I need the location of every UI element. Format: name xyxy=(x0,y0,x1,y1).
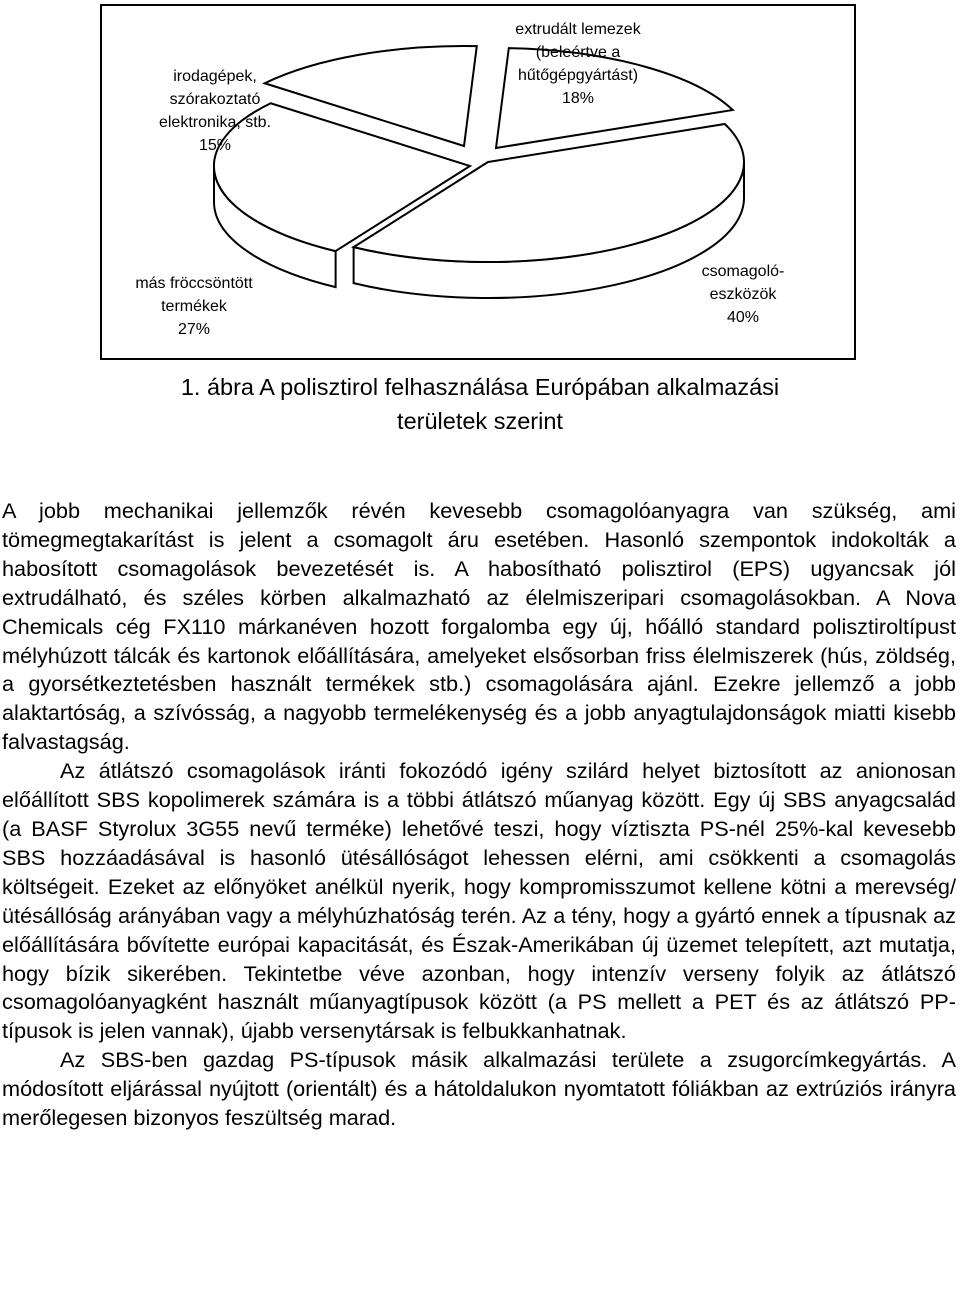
label-office-electronics: irodagépek, szórakoztató elektronika, stb. 15% xyxy=(158,68,272,154)
label-other-injection: más fröccsöntött termékek 27% xyxy=(135,275,253,338)
label-packaging: csomagoló- eszközök 40% xyxy=(701,263,785,326)
paragraph: Az átlátszó csomagolások iránti fokozódó igény szilárd helyet biztosított az anionosan előállított SBS kopolimerek számára is a többi átlátszó műanyag között. Egy új SBS anyagcsalád (a BASF Styrolux 3G55 nevű terméke) lehetővé teszi, hogy víztiszta PS-nél 25%-kal kevesebb SBS hozzáadásával is hasonló ütésállóságot lehessen elérni, ami csökkenti a csomagolás költségeit. Ezeket az előnyöket anélkül nyerik, hogy kompromisszumot kellene kötni a merevség/ütésállóság arányában vagy a mélyhúzhatóság terén. Az a tény, hogy a gyártó ennek a típusnak az előállítására bővítette európai kapacitását, és Észak-Amerikában új üzemet telepített, azt mutatja, hogy bízik sikerében. Tekintetbe véve azonban, hogy intenzív verseny folyik az átlátszó csomagolóanyagként használt műanyagtípusok között (a PS mellett a PET és az átlátszó PP-típusok is jelen vannak), újabb versenytársak is felbukkanhatnak. xyxy=(2,758,956,1044)
caption-line-2: területek szerint xyxy=(397,408,563,434)
paragraph: A jobb mechanikai jellemzők révén kevesebb csomagolóanyagra van szükség, ami tömegmegtakarítást is jelent a csomagolt áru esetében. Hasonló szempontok indokolták a habosított csomagolások bevezetését is. A habosítható polisztirol (EPS) ugyancsak jól extrudálható, és széles körben alkalmazható az élelmiszeripari csomagolásokban. A Nova Chemicals cég FX110 márkanéven hozott forgalomba egy új, hőálló standard polisztiroltípust mélyhúzott tálcák és kartonok előállítására, amelyeket elsősorban friss élelmiszerek (hús, zöldség, a gyorsétkeztetésben használt termékek stb.) csomagolására ajánl. Ezekre jellemző a jobb alaktartóság, a szívósság, a nagyobb termelékenység és a jobb anyagtulajdonságok miatti kisebb falvastagság. xyxy=(2,498,956,755)
figure-caption xyxy=(0,370,960,438)
caption-line-1: 1. ábra A polisztirol felhasználása Európában alkalmazási xyxy=(180,374,780,400)
pie-chart-frame xyxy=(100,4,856,360)
paragraph: Az SBS-ben gazdag PS-típusok másik alkalmazási területe a zsugorcímkegyártás. A módosított eljárással nyújtott (orientált) és a hátoldalukon nyomtatott fóliákban az extrúziós irányra merőlegesen bizonyos feszültség marad. xyxy=(2,1047,956,1131)
label-extruded-sheets: extrudált lemezek (beleértve a hűtőgépgyártást) 18% xyxy=(515,21,641,107)
body-text xyxy=(2,497,956,1133)
